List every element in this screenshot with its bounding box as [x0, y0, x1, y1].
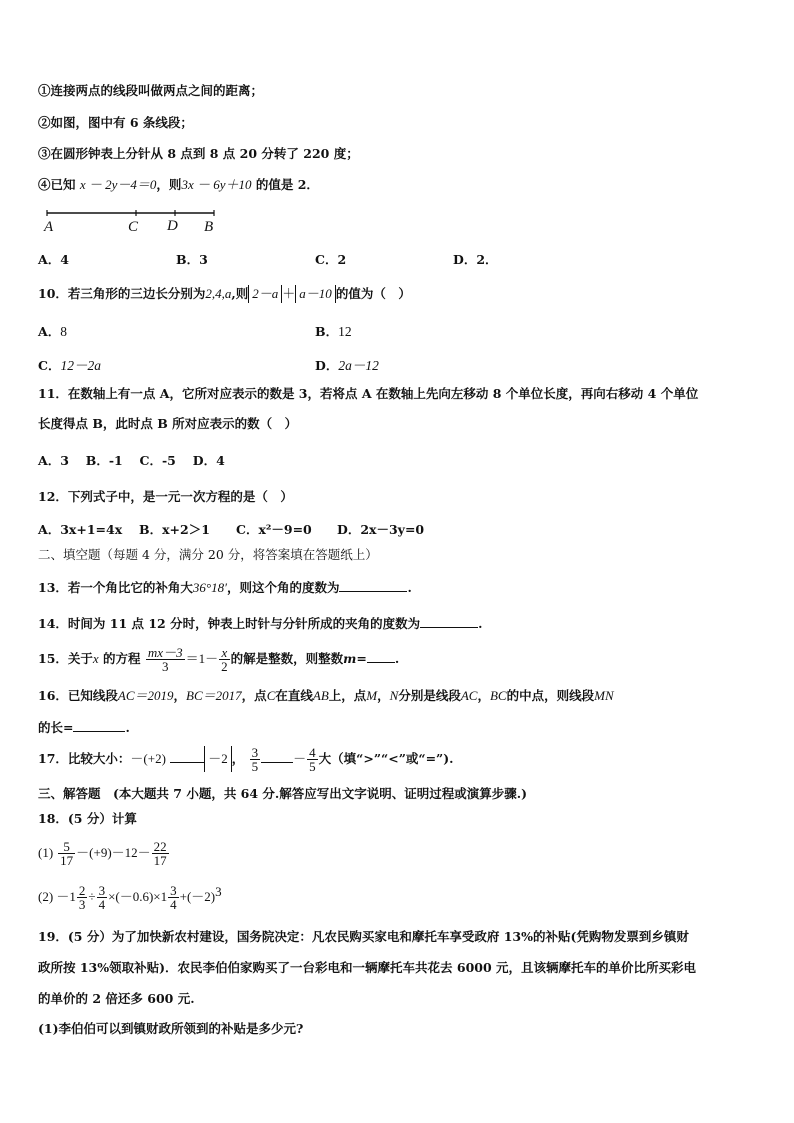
q9-option-b: B．3 — [176, 252, 208, 267]
q18-p1-fraction-2: $\frac{22}{17}$ — [153, 839, 167, 868]
q9-s4-mid: ，则 — [156, 177, 182, 192]
q9-statement-4 — [38, 176, 319, 194]
q17-fraction-2: $\frac{4}{5}$ — [309, 745, 316, 774]
q18-p2-fraction-1: $\frac{2}{3}$ — [78, 883, 86, 913]
q18-part-1: (1) $\frac{5}{17}$ －(+9)－12－ $\frac{22}{17}$ — [38, 839, 167, 868]
q18-p1-fraction-1: $\frac{5}{17}$ — [60, 839, 74, 868]
q13-answer-blank[interactable] — [339, 578, 407, 592]
q10-post: 的值为（ ） — [335, 286, 411, 301]
segment-figure — [44, 206, 224, 240]
q10-abs1: 2－a — [248, 285, 282, 303]
point-label-d: D — [167, 218, 178, 234]
q17-fraction-1: $\frac{3}{5}$ — [251, 745, 259, 774]
q9-statement-1: ①连接两点的线段叫做两点之间的距离； — [38, 83, 264, 98]
q10-pre: 10．若三角形的三边长分别为 — [38, 286, 206, 301]
q18-p2-fraction-3: $\frac{3}{4}$ — [170, 883, 177, 913]
q12-option-b: B．x+2＞1 — [139, 522, 210, 537]
q17: 17．比较大小：－(+2) －2 ， $\frac{3}{5}$ － $\frac{4}{5}$ 大（填“>”“<”或“=”). — [38, 745, 454, 774]
q19-line-4: (1)李伯伯可以到镇财政所领到的补贴是多少元? — [38, 1021, 304, 1036]
q19-line-2: 政所按 13%领取补贴)．农民李伯伯家购买了一台彩电和一辆摩托车共花去 6000 元，且该辆摩托车的单价比所买彩电 — [38, 960, 697, 975]
point-label-a: A — [44, 219, 54, 235]
q14: 14．时间为 11 点 12 分时，钟表上时针与分针所成的夹角的度数为 . — [38, 616, 483, 631]
q12-option-a: A．3x+1=4x — [38, 522, 123, 537]
q15: 15．关于x 的方程 $\frac{mx-3}{3}$ ＝1－ $\frac{x}{2}$ 的解是整数，则整数m= . — [38, 645, 400, 674]
q18-p2-fraction-2: $\frac{3}{4}$ — [98, 883, 106, 913]
q10-plus: ＋ — [282, 286, 296, 301]
q11-options: A．3 B．-1 C．-5 D．4 — [38, 453, 225, 468]
q13-angle: 36°18′ — [192, 580, 227, 595]
section-2-heading: 二、填空题（每题 4 分，满分 20 分，将答案填在答题纸上） — [38, 547, 378, 562]
section-3-heading: 三、解答题 (本大题共 7 小题，共 64 分.解答应写出文字说明、证明过程或演算步骤.) — [38, 786, 528, 801]
q9-s4-eq1: x － 2y－4＝0 — [79, 177, 157, 192]
q15-fraction-2: $\frac{x}{2}$ — [221, 645, 228, 674]
q19-line-1: 19．(5 分）为了加快新农村建设，国务院决定：凡农民购买家电和摩托车享受政府 13%的补贴(凭购物发票到乡镇财 — [38, 929, 689, 944]
q18-part-2: (2) －1 $\frac{2}{3}$ ÷ $\frac{3}{4}$ ×(－0.6)×1 $\frac{3}{4}$ $+(-2)^3$ — [38, 883, 222, 913]
q10-option-a: A．8 — [38, 324, 67, 339]
q9-s4-post: 的值是 2． — [255, 177, 319, 192]
point-label-b: B — [204, 219, 214, 235]
q15-fraction-1: $\frac{mx-3}{3}$ — [147, 645, 183, 674]
q9-statement-2: ②如图，图中有 6 条线段； — [38, 115, 193, 130]
q16-line-1: 16．已知线段AC＝2019，BC＝2017，点C在直线AB上，点M，N分别是线段AC，BC的中点，则线段MN — [38, 688, 614, 703]
point-label-c: C — [128, 219, 139, 235]
q11-line-1: 11．在数轴上有一点 A，它所对应表示的数是 3，若将点 A 在数轴上先向左移动 8 个单位长度，再向右移动 4 个单位 — [38, 386, 699, 401]
q10-option-d: D．2a－12 — [315, 358, 379, 373]
q16-line-2: 的长= . — [38, 720, 130, 735]
q12-stem: 12．下列式子中，是一元一次方程的是（ ） — [38, 489, 293, 504]
q12-option-c: C．x²－9=0 — [236, 522, 312, 537]
q16-answer-blank[interactable] — [73, 718, 125, 732]
q10-sides: 2,4,a — [205, 286, 232, 301]
q10-option-b: B．12 — [315, 324, 352, 339]
q12-option-d: D．2x－3y=0 — [337, 522, 425, 537]
q9-s4-eq2: 3x － 6y＋10 — [181, 177, 252, 192]
q9-option-a: A．4 — [38, 252, 69, 267]
q10-abs2: a－10 — [295, 285, 336, 303]
q10-option-c: C．12－2a — [38, 358, 101, 373]
q15-answer-blank[interactable] — [367, 649, 395, 663]
q19-line-3: 的单价的 2 倍还多 600 元. — [38, 991, 195, 1006]
q13: 13．若一个角比它的补角大36°18′，则这个角的度数为 . — [38, 580, 412, 595]
q11-line-2: 长度得点 B，此时点 B 所对应表示的数（ ） — [38, 416, 298, 431]
q17-blank-2[interactable] — [261, 749, 293, 763]
q9-option-c: C．2 — [315, 252, 347, 267]
q10-stem — [38, 285, 411, 303]
q18-title: 18．(5 分）计算 — [38, 811, 137, 826]
q17-blank-1[interactable] — [170, 749, 204, 763]
segment-line — [44, 206, 224, 220]
q10-mid: ,则 — [231, 286, 249, 301]
q9-s4-pre: ④已知 — [38, 177, 76, 192]
q14-answer-blank[interactable] — [420, 614, 478, 628]
q9-statement-3: ③在圆形钟表上分针从 8 点到 8 点 20 分转了 220 度； — [38, 146, 359, 161]
q9-option-d: D．2． — [453, 252, 498, 267]
